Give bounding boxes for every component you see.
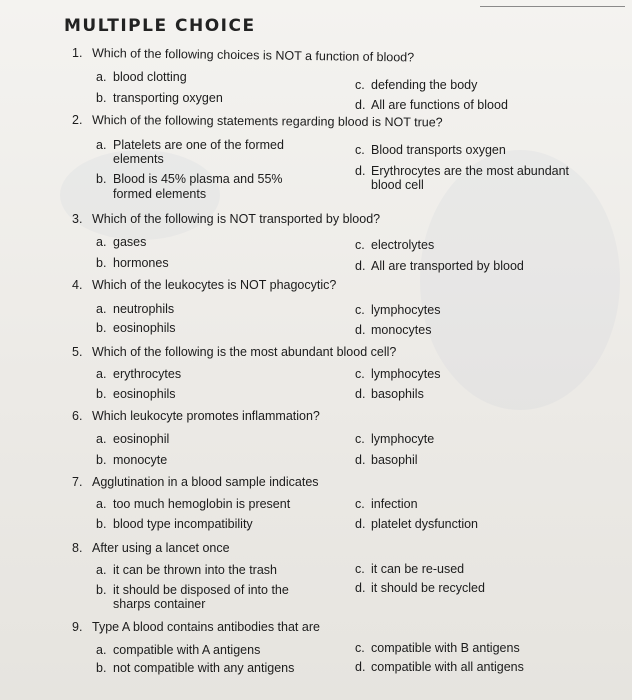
option-text: it should be disposed of into the (113, 583, 289, 597)
option-text: eosinophils (113, 387, 176, 401)
option-letter: b. (96, 583, 107, 597)
option-text: Platelets are one of the formed (113, 138, 284, 152)
option-letter: d. (355, 98, 366, 112)
option-text: All are functions of blood (371, 98, 508, 112)
option-text: electrolytes (371, 238, 435, 252)
option-letter: a. (96, 643, 107, 657)
option-letter: a. (96, 70, 107, 84)
option-text: it should be recycled (371, 581, 485, 595)
option-text-line2: sharps container (113, 597, 206, 611)
option-letter: a. (96, 235, 107, 249)
option-letter: d. (355, 259, 366, 273)
option-text: eosinophil (113, 432, 170, 446)
option-text: basophils (371, 387, 424, 401)
option-text-line2: blood cell (371, 178, 424, 192)
question-number: 1. (72, 46, 83, 60)
question-text: Agglutination in a blood sample indicates (92, 475, 319, 489)
option-letter: b. (96, 517, 107, 531)
option-text: defending the body (371, 78, 478, 92)
page-title: MULTIPLE CHOICE (64, 16, 256, 36)
option-letter: d. (355, 164, 366, 178)
option-letter: d. (355, 387, 366, 401)
option-letter: c. (355, 303, 365, 317)
option-text: monocytes (371, 323, 432, 337)
option-letter: a. (96, 302, 107, 316)
question-text: Which leukocyte promotes inflammation? (92, 409, 320, 423)
option-text: erythrocytes (113, 367, 182, 381)
option-text: lymphocytes (371, 303, 441, 317)
option-text: lymphocyte (371, 432, 435, 446)
option-letter: d. (355, 453, 366, 467)
option-letter: b. (96, 321, 107, 335)
option-text-line2: formed elements (113, 187, 207, 201)
option-letter: c. (355, 497, 365, 511)
option-text: hormones (113, 256, 169, 270)
option-letter: c. (355, 562, 365, 576)
question-text: Type A blood contains antibodies that are (92, 620, 320, 634)
question-text: Which of the following choices is NOT a function of blood? (91, 46, 415, 65)
option-letter: a. (96, 563, 107, 577)
option-letter: a. (96, 432, 107, 446)
option-text: infection (371, 497, 418, 511)
option-letter: c. (355, 238, 365, 252)
option-text: neutrophils (113, 302, 175, 316)
question-number: 6. (72, 409, 83, 423)
option-text: compatible with A antigens (113, 643, 261, 657)
question-text: Which of the following is NOT transported by blood? (92, 212, 381, 226)
option-text: compatible with all antigens (371, 660, 524, 674)
option-letter: b. (96, 172, 107, 186)
option-text: Erythrocytes are the most abundant (371, 164, 570, 178)
option-letter: c. (355, 432, 365, 446)
option-text: All are transported by blood (371, 259, 524, 273)
question-text: Which of the following is the most abundant blood cell? (92, 345, 397, 359)
option-text: not compatible with any antigens (113, 661, 295, 675)
option-text: platelet dysfunction (371, 517, 479, 531)
background-smudge (420, 150, 620, 410)
option-text: lymphocytes (371, 367, 441, 381)
question-text: After using a lancet once (92, 541, 230, 555)
option-text: compatible with B antigens (371, 641, 520, 655)
option-text: gases (113, 235, 147, 249)
option-letter: c. (355, 367, 365, 381)
option-text: eosinophils (113, 321, 176, 335)
option-text: Blood is 45% plasma and 55% (113, 172, 283, 186)
option-text: blood clotting (113, 70, 187, 84)
option-letter: d. (355, 323, 366, 337)
option-text: monocyte (113, 453, 168, 467)
question-number: 2. (72, 113, 83, 127)
question-text: Which of the following statements regarding blood is NOT true? (91, 113, 443, 130)
option-letter: c. (355, 143, 365, 157)
option-letter: a. (96, 367, 107, 381)
option-text: Blood transports oxygen (371, 143, 506, 157)
option-text: transporting oxygen (113, 91, 223, 105)
option-text: it can be thrown into the trash (113, 563, 277, 577)
option-text: basophil (371, 453, 418, 467)
top-rule (480, 6, 625, 7)
option-letter: b. (96, 661, 107, 675)
option-letter: c. (355, 78, 365, 92)
question-number: 5. (72, 345, 83, 359)
option-text: it can be re-used (371, 562, 465, 576)
question-number: 3. (72, 212, 83, 226)
question-number: 4. (72, 278, 83, 292)
option-letter: b. (96, 91, 107, 105)
question-number: 9. (72, 620, 83, 634)
option-letter: b. (96, 387, 107, 401)
question-number: 8. (72, 541, 83, 555)
option-letter: b. (96, 256, 107, 270)
option-letter: d. (355, 517, 366, 531)
option-letter: b. (96, 453, 107, 467)
question-text: Which of the leukocytes is NOT phagocytic? (92, 278, 337, 292)
option-text-line2: elements (113, 152, 164, 166)
option-letter: c. (355, 641, 365, 655)
option-letter: d. (355, 660, 366, 674)
option-letter: d. (355, 581, 366, 595)
question-number: 7. (72, 475, 83, 489)
option-text: too much hemoglobin is present (113, 497, 291, 511)
option-text: blood type incompatibility (113, 517, 253, 531)
option-letter: a. (96, 497, 107, 511)
option-letter: a. (96, 138, 107, 152)
